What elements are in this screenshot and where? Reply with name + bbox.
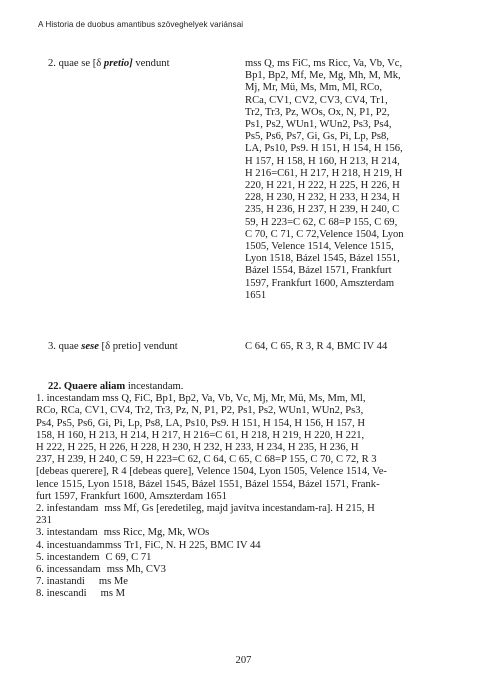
lemma-emphasis: sese (81, 341, 99, 352)
witness-line: 235, H 236, H 237, H 239, H 240, C (245, 204, 400, 216)
witness-line: 228, H 230, H 232, H 233, H 234, H (245, 192, 400, 204)
variant-witnesses: ms M (100, 588, 126, 600)
paragraph-line: furt 1597, Frankfurt 1600, Amszterdam 1651 (36, 490, 227, 502)
lemma-text-end: [δ pretio] vendunt (98, 341, 178, 352)
paragraph-line: lence 1515, Lyon 1518, Bázel 1545, Bázel 1551, Bázel 1554, Bázel 1571, Frank- (36, 478, 380, 490)
paragraph-line: 158, H 160, H 213, H 214, H 217, H 216=C 61, H 218, H 219, H 220, H 221, (36, 429, 365, 441)
witness-line: 59, H 223=C 62, C 68=P 155, C 69, (245, 216, 398, 228)
paragraph-line: [debeas quererе], R 4 [debeas quere], Velence 1504, Lyon 1505, Velence 1514, Ve- (36, 466, 387, 478)
witness-line: C 70, C 71, C 72,Velence 1504, Lyon (245, 228, 404, 240)
entry-witnesses (245, 58, 455, 302)
variant-witnesses: ms Me (98, 576, 128, 588)
witness-line: C 64, C 65, R 3, R 4, BMC IV 44 (245, 341, 388, 352)
section-heading (36, 381, 453, 393)
variant-row (36, 576, 453, 588)
witness-line: mss Q, ms FiC, ms Ricc, Va, Vb, Vc, (245, 58, 403, 69)
witness-line: Ps5, Ps6, Ps7, Gi, Gs, Pi, Lp, Ps8, (245, 131, 389, 143)
witness-line: 1597, Frankfurt 1600, Amszterdam (245, 277, 395, 289)
variant-witnesses: mss Ricc, Mg, Mk, WOs (103, 527, 210, 539)
lemma-text-end: vendunt (132, 58, 170, 69)
variant-lemma: 6. incessandam (36, 564, 101, 576)
entry-lemma (48, 58, 240, 70)
variant-row (36, 552, 453, 564)
witness-line: 1651 (245, 289, 267, 301)
witness-line: Ps1, Ps2, WUn1, WUn2, Ps3, Ps4, (245, 119, 392, 131)
witness-line: H 216=C61, H 217, H 218, H 219, H (245, 167, 403, 179)
running-head: A Historia de duobus amantibus szöveghelyek variánsai (38, 20, 244, 29)
variant-lemma: 4. incestuandammss (36, 539, 122, 551)
variant-witnesses: C 69, C 71 (105, 551, 152, 563)
witness-line: 220, H 221, H 222, H 225, H 226, H (245, 180, 400, 192)
witness-line: 1505, Velence 1514, Velence 1515, (245, 241, 394, 253)
witness-line: Tr2, Tr3, Pz, WOs, Ox, N, P1, P2, (245, 106, 390, 118)
paragraph-line: 1. incestandam mss Q, FiC, Bp1, Bp2, Va, Vb, Vc, Mj, Mr, Mü, Ms, Mm, Ml, (36, 393, 366, 405)
section-22 (36, 381, 453, 601)
variant-witnesses: Tr1, FiC, N. H 225, BMC IV 44 (124, 539, 261, 551)
witness-line: RCa, CV1, CV2, CV3, CV4, Tr1, (245, 94, 388, 106)
lemma-text: quae (55, 341, 82, 352)
variant-lemma: 7. inastandi (36, 576, 85, 588)
witness-line: Bázel 1554, Bázel 1571, Frankfurt (245, 265, 392, 277)
variant-lemma: 3. intestandam (36, 527, 98, 539)
variant-lemma: 2. infestandam (36, 503, 99, 515)
variant-row (36, 503, 453, 515)
variant-list (36, 503, 453, 601)
entry-witnesses (245, 341, 455, 353)
paragraph-line: H 222, H 225, H 226, H 228, H 230, H 232, H 233, H 234, H 235, H 236, H (36, 442, 359, 454)
section-heading-rest: incestandam. (125, 381, 184, 392)
entry-number: 2. (48, 58, 56, 69)
page-number: 207 (235, 655, 252, 666)
witness-line: H 157, H 158, H 160, H 213, H 214, (245, 155, 400, 167)
variant-lemma: 5. incestandem (36, 551, 100, 563)
lemma-text: quae se [δ (55, 58, 104, 69)
variant-row (36, 527, 453, 539)
lemma-emphasis: pretio] (103, 58, 133, 69)
variant-row (36, 564, 453, 576)
witness-line: Mj, Mr, Mü, Ms, Mm, Ml, RCo, (245, 82, 383, 94)
paragraph-line: Ps4, Ps5, Ps6, Gi, Pi, Lp, Ps8, LA, Ps10, Ps9. H 151, H 154, H 156, H 157, H (36, 417, 366, 429)
variant-lemma: 231 (36, 515, 52, 527)
paragraph-line: RCo, RCa, CV1, CV4, Tr2, Tr3, Pz, N, P1, P2, Ps1, Ps2, WUn1, WUn2, Ps3, (36, 405, 364, 417)
variant-row (36, 540, 453, 552)
witness-line: Bp1, Bp2, Mf, Me, Mg, Mh, M, Mk, (245, 70, 401, 82)
paragraph-line: 237, H 239, H 240, C 59, H 223=C 62, C 64, C 65, C 68=P 155, C 70, C 72, R 3 (36, 454, 377, 466)
variant-witnesses: mss Mf, Gs [eredetileg, majd javítva incestandam-ra]. H 215, H (104, 503, 375, 515)
variant-lemma: 8. inescandi (36, 588, 87, 600)
section-heading-bold: 22. Quaere aliam (48, 381, 126, 392)
variant-row (36, 588, 453, 600)
witness-line: Lyon 1518, Bázel 1545, Bázel 1551, (245, 253, 400, 265)
variant-row (36, 515, 453, 527)
witness-line: LA, Ps10, Ps9. H 151, H 154, H 156, (245, 143, 403, 155)
entry-lemma (48, 341, 240, 353)
variant-witnesses: mss Mh, CV3 (106, 564, 166, 576)
entry-number: 3. (48, 341, 56, 352)
section-paragraph (36, 393, 453, 503)
